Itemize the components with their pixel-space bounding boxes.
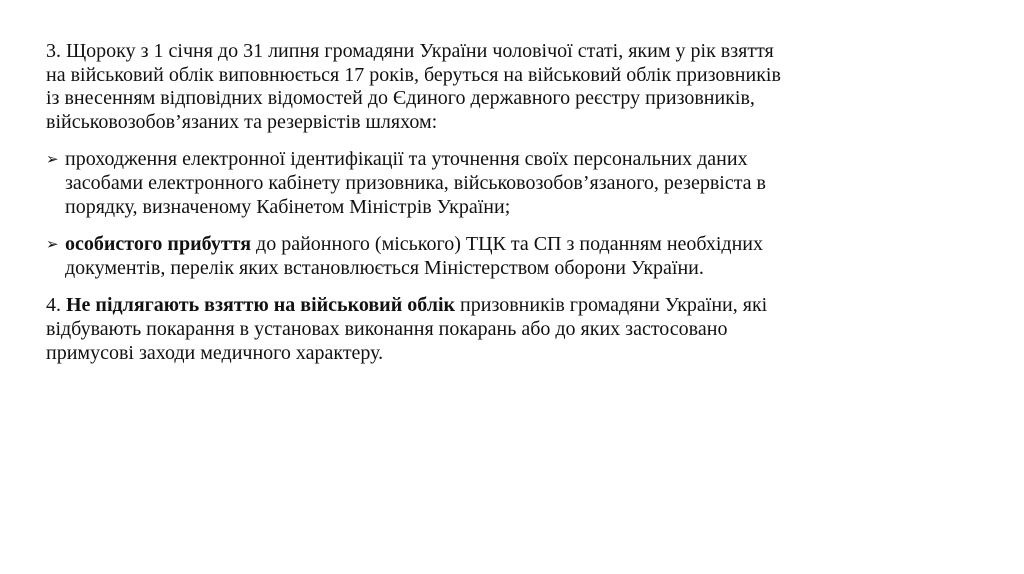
bullet-bold-phrase: особистого прибуття [65,233,252,256]
bullet-line-rest: до районного (міського) ТЦК та СП з поданням необхідних [251,233,763,256]
arrow-bullet-icon: ➢ [46,235,59,254]
bullet-electronic-identification [46,148,946,219]
bullet-line: порядку, визначеному Кабінетом Міністрів України; [65,195,511,218]
paragraph-4-line [46,294,946,318]
paragraph-4-line-rest: призовників громадяни України, які [455,294,768,317]
paragraph-4 [46,294,946,365]
slide-content [46,40,946,379]
arrow-bullet-icon: ➢ [46,150,59,169]
paragraph-3-line: 3. Щороку з 1 січня до 31 липня громадяни України чоловічої статі, яким у рік взяття [46,40,774,62]
bullet-line: проходження електронної ідентифікації та уточнення своїх персональних даних [65,148,748,171]
bullet-line [65,233,946,257]
paragraph-4-line: примусові заходи медичного характеру. [46,341,384,364]
paragraph-4-number: 4. [46,294,66,317]
paragraph-3 [46,40,946,134]
paragraph-4-bold-phrase: Не підлягають взяттю на військовий облік [66,294,456,317]
paragraph-3-line: із внесенням відповідних відомостей до Єдиного державного реєстру призовників, [46,87,755,110]
paragraph-4-line: відбувають покарання в установах виконання покарань або до яких застосовано [46,317,728,340]
bullet-line: документів, перелік яких встановлюється Міністерством оборони України. [65,256,704,279]
paragraph-3-line: на військовий облік виповнюється 17 років, беруться на військовий облік призовників [46,63,781,86]
bullet-line: засобами електронного кабінету призовника, військовозобов’язаного, резервіста в [65,171,766,194]
paragraph-3-line: військовозобов’язаних та резервістів шляхом: [46,110,438,133]
bullet-personal-arrival [46,233,946,280]
